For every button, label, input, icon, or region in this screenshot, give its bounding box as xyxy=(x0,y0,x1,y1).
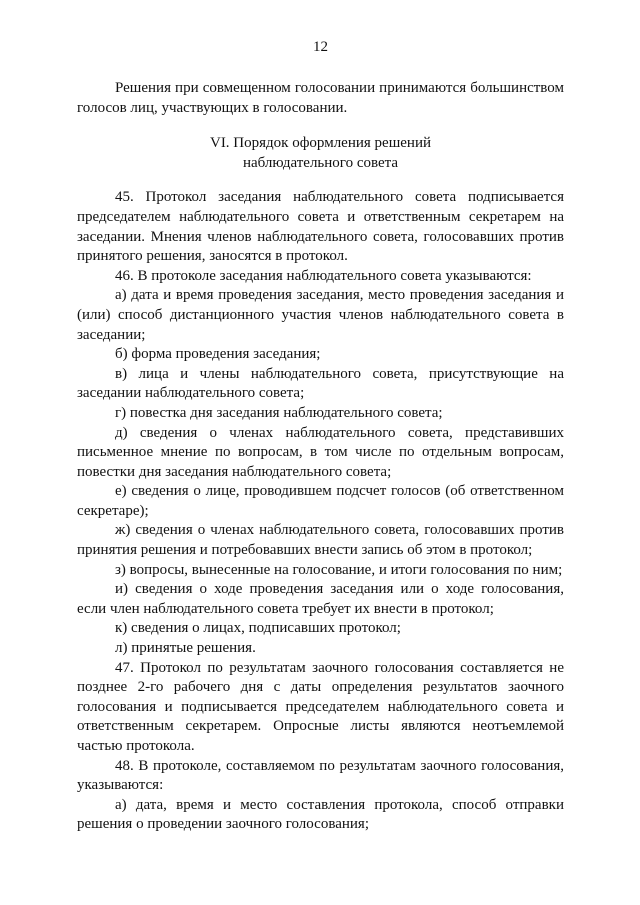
page-number: 12 xyxy=(313,39,328,55)
section-title-line-2: наблюдательного совета xyxy=(242,154,399,171)
list-item-a-48: а) дата, время и место составления протокола, способ отправки решения о проведении заочного голосования; xyxy=(77,796,564,833)
paragraph-47: 47. Протокол по результатам заочного голосования составляется не позднее 2-го рабочего дня с даты определения результатов заочного голосования и подписывается председателем наблюдательного совета и ответственным секретарем. Опросные листы являются неотъемлемой частью протокола. xyxy=(77,659,564,754)
paragraph-48: 48. В протоколе, составляемом по результатам заочного голосования, указываются: xyxy=(77,757,564,794)
list-item-l: л) принятые решения. xyxy=(115,640,256,657)
list-item-k: к) сведения о лицах, подписавших протокол; xyxy=(115,620,401,637)
list-item-d: д) сведения о членах наблюдательного совета, представивших письменное мнение по вопросам, в том числе по отдельным вопросам, повестки дня заседания наблюдательного совета; xyxy=(77,424,564,480)
paragraph-46: 46. В протоколе заседания наблюдательного совета указываются: xyxy=(115,267,532,284)
list-item-v: в) лица и члены наблюдательного совета, присутствующие на заседании наблюдательного совета; xyxy=(77,365,564,402)
list-item-a: а) дата и время проведения заседания, место проведения заседания и (или) способ дистанционного участия членов наблюдательного совета в заседании; xyxy=(77,287,564,343)
paragraph-45: 45. Протокол заседания наблюдательного совета подписывается председателем наблюдательного совета и ответственным секретарем на заседании. Мнения членов наблюдательного совета, голосовавших против принятого решения, заносятся в протокол. xyxy=(77,189,564,265)
section-title-line-1: VI. Порядок оформления решений xyxy=(209,135,431,152)
list-item-zh: ж) сведения о членах наблюдательного совета, голосовавших против принятия решения и потребовавших внести запись об этом в протокол; xyxy=(77,522,564,559)
intro-paragraph: Решения при совмещенном голосовании принимаются большинством голосов лиц, участвующих в голосовании. xyxy=(77,80,564,116)
list-item-i: и) сведения о ходе проведения заседания или о ходе голосования, если член наблюдательного совета требует их внести в протокол; xyxy=(77,581,564,617)
list-item-e: е) сведения о лице, проводившем подсчет голосов (об ответственном секретаре); xyxy=(77,483,564,519)
list-item-g: г) повестка дня заседания наблюдательного совета; xyxy=(115,404,443,421)
list-item-z: з) вопросы, вынесенные на голосование, и итоги голосования по ним; xyxy=(115,561,563,578)
section-heading xyxy=(77,134,564,173)
list-item-b: б) форма проведения заседания; xyxy=(115,346,321,363)
